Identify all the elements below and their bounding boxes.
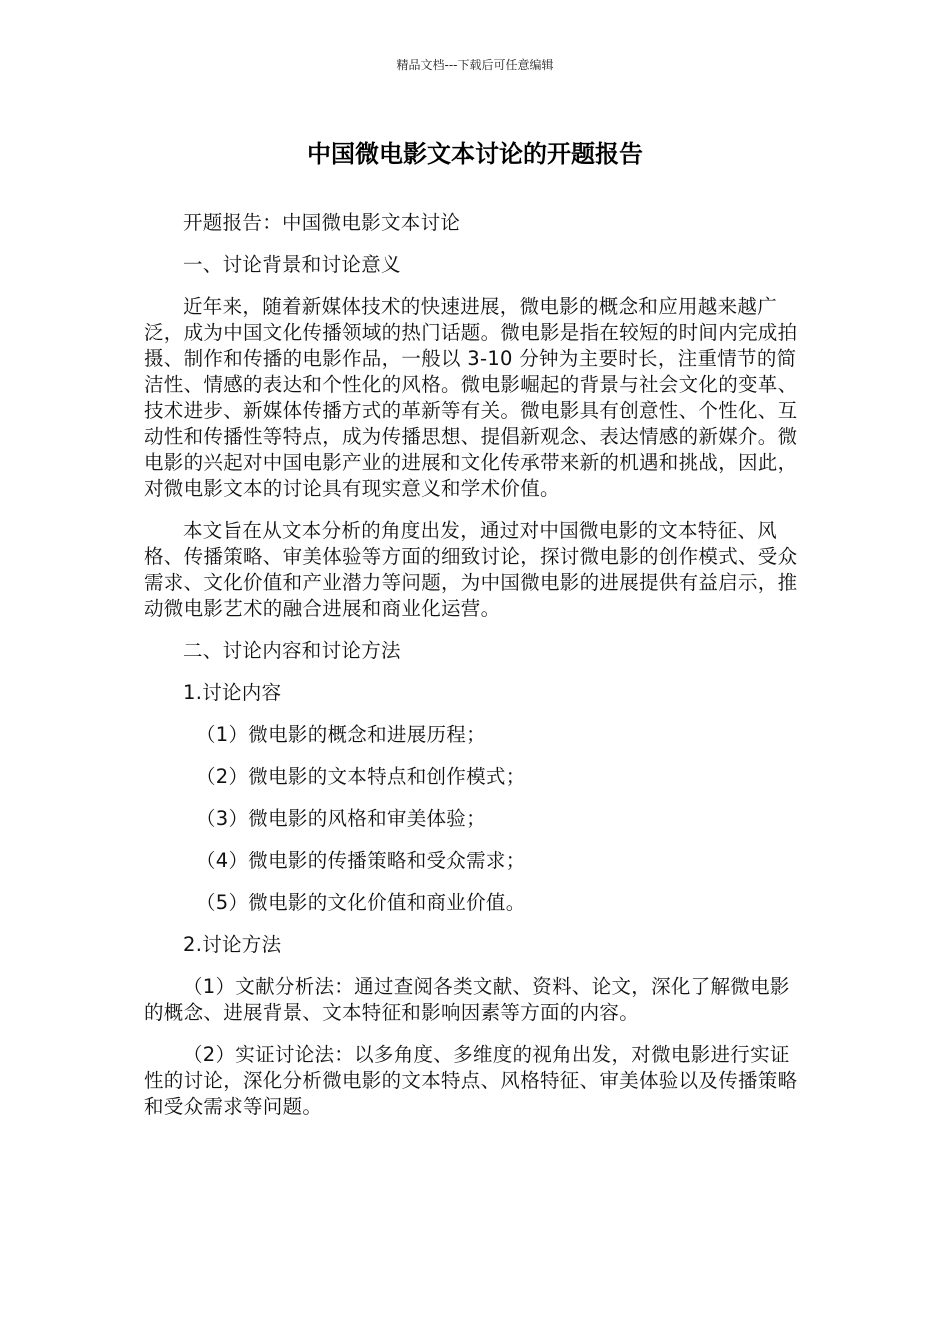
subheading-content: 1.讨论内容: [183, 681, 282, 704]
subheading-method: 2.讨论方法: [183, 933, 282, 956]
section-heading-content-method: 二、讨论内容和讨论方法: [183, 639, 401, 662]
page-header: 精品文档---下载后可任意编辑: [396, 58, 554, 72]
document-body: [144, 210, 806, 1136]
list-item: （1）微电影的概念和进展历程；: [196, 723, 486, 746]
list-item: （3）微电影的风格和审美体验；: [196, 807, 486, 830]
method-item-empirical: （2）实证讨论法：以多角度、多维度的视角出发，对微电影进行实证性的讨论，深化分析微电影的文本特点、风格特征、审美体验以及传播策略和受众需求等问题。: [144, 1043, 798, 1118]
paragraph-purpose: 本文旨在从文本分析的角度出发，通过对中国微电影的文本特征、风格、传播策略、审美体验等方面的细致讨论，探讨微电影的创作模式、受众需求、文化价值和产业潜力等问题，为中国微电影的进展提供有益启示，推动微电影艺术的融合进展和商业化运营。: [144, 519, 798, 620]
paragraph-background: 近年来，随着新媒体技术的快速进展，微电影的概念和应用越来越广泛，成为中国文化传播领域的热门话题。微电影是指在较短的时间内完成拍摄、制作和传播的电影作品，一般以 3-10 分钟为主要时长，注重情节的简洁性、情感的表达和个性化的风格。微电影崛起的背景与社会文化的变革、技术进步、新媒体传播方式的革新等有关。微电影具有创意性、个性化、互动性和传播性等特点，成为传播思想、提倡新观念、表达情感的新媒介。微电影的兴起对中国电影产业的进展和文化传承带来新的机遇和挑战，因此，对微电影文本的讨论具有现实意义和学术价值。: [144, 295, 798, 500]
list-item: （4）微电影的传播策略和受众需求；: [196, 849, 526, 872]
report-subtitle: 开题报告：中国微电影文本讨论: [183, 211, 461, 234]
document-title: 中国微电影文本讨论的开题报告: [307, 140, 643, 168]
section-heading-background: 一、讨论背景和讨论意义: [183, 253, 401, 276]
list-item: （5）微电影的文化价值和商业价值。: [196, 891, 526, 914]
method-item-literature: （1）文献分析法：通过查阅各类文献、资料、论文，深化了解微电影的概念、进展背景、文本特征和影响因素等方面的内容。: [144, 975, 790, 1024]
list-item: （2）微电影的文本特点和创作模式；: [196, 765, 526, 788]
